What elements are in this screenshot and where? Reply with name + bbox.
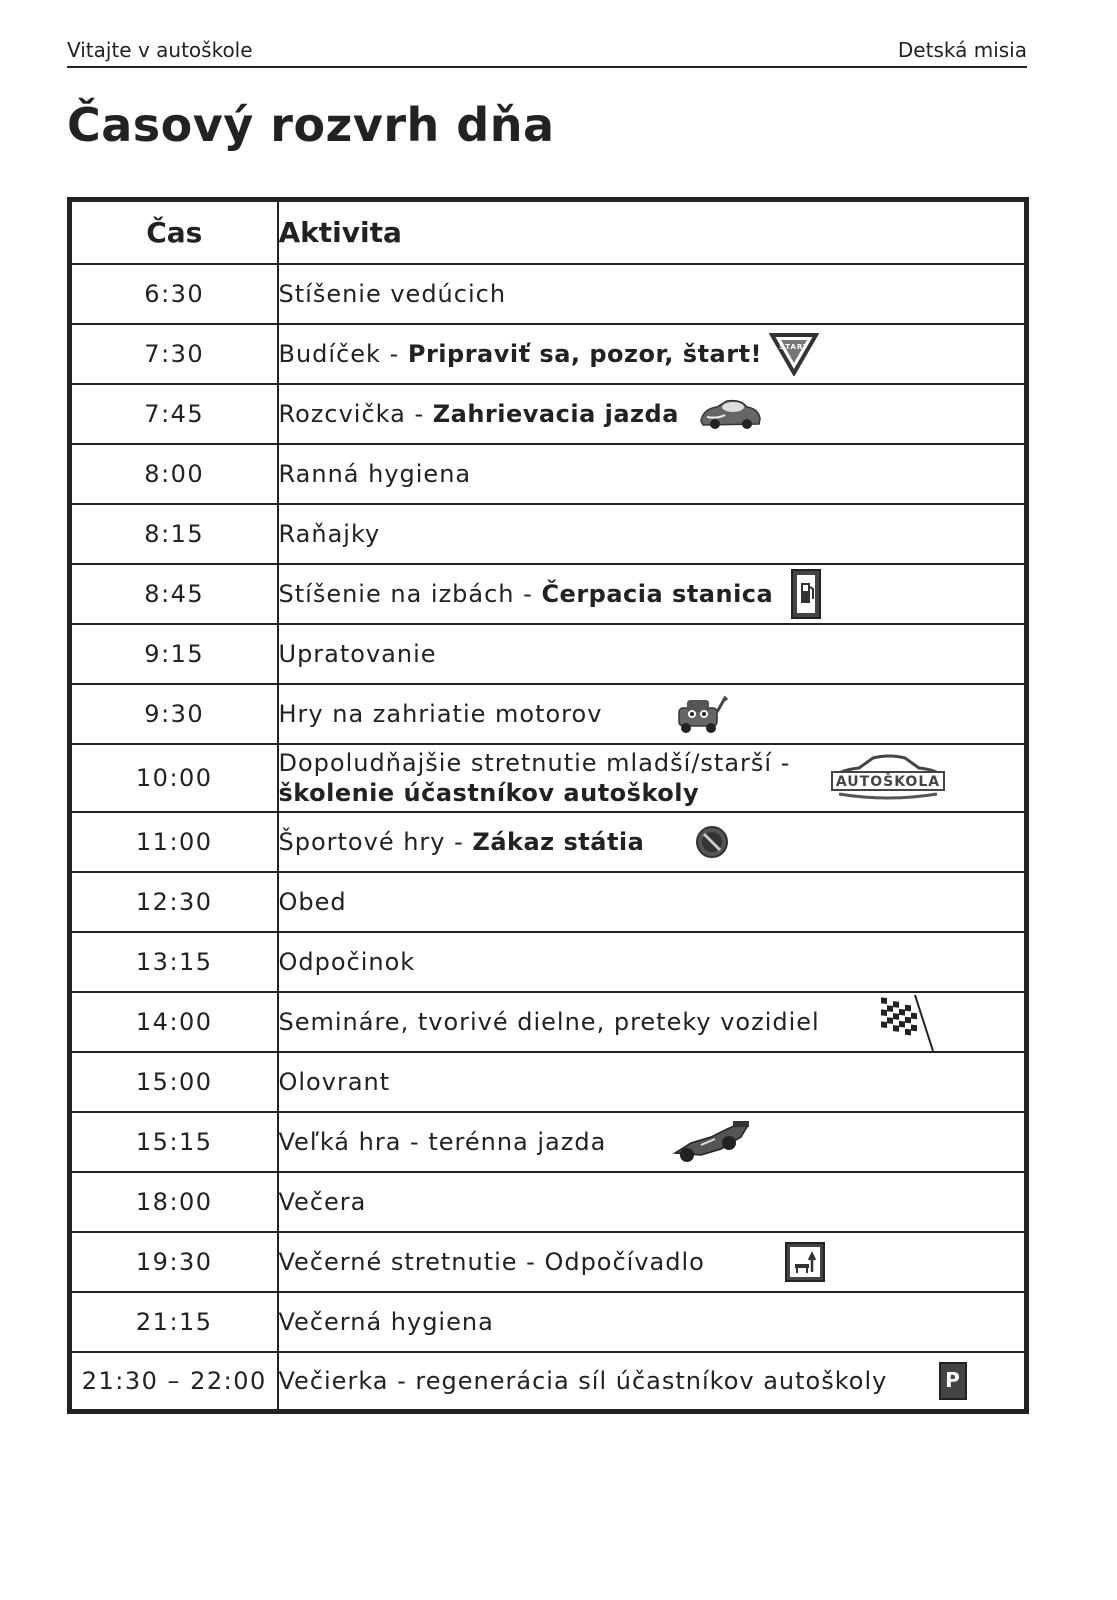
table-row [70, 872, 1027, 932]
time-cell: 10:00 [70, 744, 278, 812]
activity-text [279, 1128, 607, 1156]
activity-cell [278, 744, 1027, 812]
table-row [70, 1232, 1027, 1292]
table-row [70, 264, 1027, 324]
activity-text [279, 580, 774, 608]
time-cell: 7:30 [70, 324, 278, 384]
activity-label: Upratovanie [278, 639, 437, 668]
activity-cell [278, 264, 1027, 324]
activity-label: Ranná hygiena [278, 459, 472, 488]
column-header-time: Čas [70, 200, 278, 264]
time-cell: 21:30 – 22:00 [70, 1352, 278, 1412]
activity-label: Večerné stretnutie - Odpočívadlo [278, 1247, 705, 1276]
time-cell: 19:30 [70, 1232, 278, 1292]
time-cell: 8:45 [70, 564, 278, 624]
activity-label: Večerná hygiena [278, 1307, 494, 1336]
time-cell: 13:15 [70, 932, 278, 992]
activity-text [279, 340, 763, 368]
activity-text [279, 748, 791, 808]
column-header-activity: Aktivita [278, 200, 1027, 264]
activity-cell [278, 564, 1027, 624]
activity-text [279, 1308, 494, 1336]
activity-cell [278, 684, 1027, 744]
activity-text [279, 1188, 367, 1216]
activity-label: Športové hry - [278, 827, 473, 856]
start-sign-icon [769, 332, 819, 376]
table-row [70, 504, 1027, 564]
activity-cell [278, 1052, 1027, 1112]
activity-theme: školenie účastníkov autoškoly [278, 778, 700, 807]
header-left-text: Vitajte v autoškole [67, 38, 253, 62]
activity-label: Obed [278, 887, 347, 916]
activity-label: Veľká hra - terénna jazda [278, 1127, 607, 1156]
table-row [70, 744, 1027, 812]
time-cell: 8:00 [70, 444, 278, 504]
activity-text [279, 520, 381, 548]
race-car-icon [671, 1119, 751, 1165]
activity-cell [278, 444, 1027, 504]
activity-label: Rozcvička - [278, 399, 433, 428]
svg-text:P: P [944, 1367, 961, 1392]
activity-cell [278, 992, 1027, 1052]
activity-text [279, 400, 679, 428]
tow-truck-icon [673, 692, 729, 736]
svg-text:AUTOŠKOLA: AUTOŠKOLA [835, 773, 940, 790]
autoskola-sign-icon [829, 752, 947, 804]
activity-cell [278, 872, 1027, 932]
page-header [67, 36, 1027, 68]
activity-text [279, 888, 347, 916]
checkered-flag-icon [877, 991, 935, 1053]
activity-cell [278, 504, 1027, 564]
activity-text [279, 640, 437, 668]
table-row [70, 324, 1027, 384]
time-cell: 18:00 [70, 1172, 278, 1232]
page-title: Časový rozvrh dňa [67, 98, 555, 152]
time-cell: 9:30 [70, 684, 278, 744]
table-row [70, 1172, 1027, 1232]
table-row [70, 932, 1027, 992]
table-row [70, 624, 1027, 684]
activity-text [279, 828, 645, 856]
activity-theme: Čerpacia stanica [541, 579, 774, 608]
activity-text [279, 460, 472, 488]
cartoon-car-icon [697, 397, 763, 431]
activity-cell [278, 324, 1027, 384]
table-row [70, 1352, 1027, 1412]
activity-text [279, 700, 603, 728]
no-parking-sign-icon [695, 825, 729, 859]
table-row [70, 564, 1027, 624]
activity-theme: Pripraviť sa, pozor, štart! [407, 339, 762, 368]
activity-cell [278, 1352, 1027, 1412]
table-row [70, 1292, 1027, 1352]
activity-cell [278, 1172, 1027, 1232]
activity-cell [278, 932, 1027, 992]
table-row [70, 992, 1027, 1052]
activity-label: Stíšenie vedúcich [278, 279, 507, 308]
activity-label: Odpočinok [278, 947, 416, 976]
activity-label: Hry na zahriatie motorov [278, 699, 603, 728]
activity-label: Raňajky [278, 519, 381, 548]
activity-cell [278, 1112, 1027, 1172]
table-row [70, 684, 1027, 744]
time-cell: 6:30 [70, 264, 278, 324]
activity-theme: Zahrievacia jazda [432, 399, 679, 428]
activity-theme: Zákaz státia [472, 827, 645, 856]
parking-sign-icon [939, 1362, 967, 1400]
table-header-row [70, 200, 1027, 264]
activity-text [279, 1367, 888, 1395]
activity-text [279, 280, 507, 308]
header-right-text: Detská misia [897, 38, 1027, 62]
time-cell: 12:30 [70, 872, 278, 932]
activity-cell [278, 384, 1027, 444]
time-cell: 7:45 [70, 384, 278, 444]
time-cell: 21:15 [70, 1292, 278, 1352]
activity-label: Stíšenie na izbách - [278, 579, 542, 608]
activity-text [279, 1068, 391, 1096]
activity-text [279, 1248, 705, 1276]
fuel-station-sign-icon [791, 569, 821, 619]
activity-label: Budíček - [278, 339, 408, 368]
table-row [70, 384, 1027, 444]
table-row [70, 1112, 1027, 1172]
activity-text [279, 1008, 820, 1036]
activity-label: Dopoludňajšie stretnutie mladší/starší - [278, 748, 791, 777]
table-row [70, 444, 1027, 504]
activity-cell [278, 1292, 1027, 1352]
time-cell: 9:15 [70, 624, 278, 684]
rest-area-sign-icon [785, 1242, 825, 1282]
schedule-table [67, 197, 1029, 1414]
table-row [70, 1052, 1027, 1112]
time-cell: 15:00 [70, 1052, 278, 1112]
time-cell: 8:15 [70, 504, 278, 564]
table-row [70, 812, 1027, 872]
activity-cell [278, 812, 1027, 872]
time-cell: 11:00 [70, 812, 278, 872]
activity-label: Večierka - regenerácia síl účastníkov autoškoly [278, 1366, 888, 1395]
svg-text:ŠTART: ŠTART [778, 342, 809, 351]
activity-cell [278, 624, 1027, 684]
time-cell: 15:15 [70, 1112, 278, 1172]
activity-label: Olovrant [278, 1067, 391, 1096]
activity-label: Večera [278, 1187, 367, 1216]
activity-text [279, 948, 416, 976]
activity-label: Semináre, tvorivé dielne, preteky vozidiel [278, 1007, 820, 1036]
activity-cell [278, 1232, 1027, 1292]
time-cell: 14:00 [70, 992, 278, 1052]
